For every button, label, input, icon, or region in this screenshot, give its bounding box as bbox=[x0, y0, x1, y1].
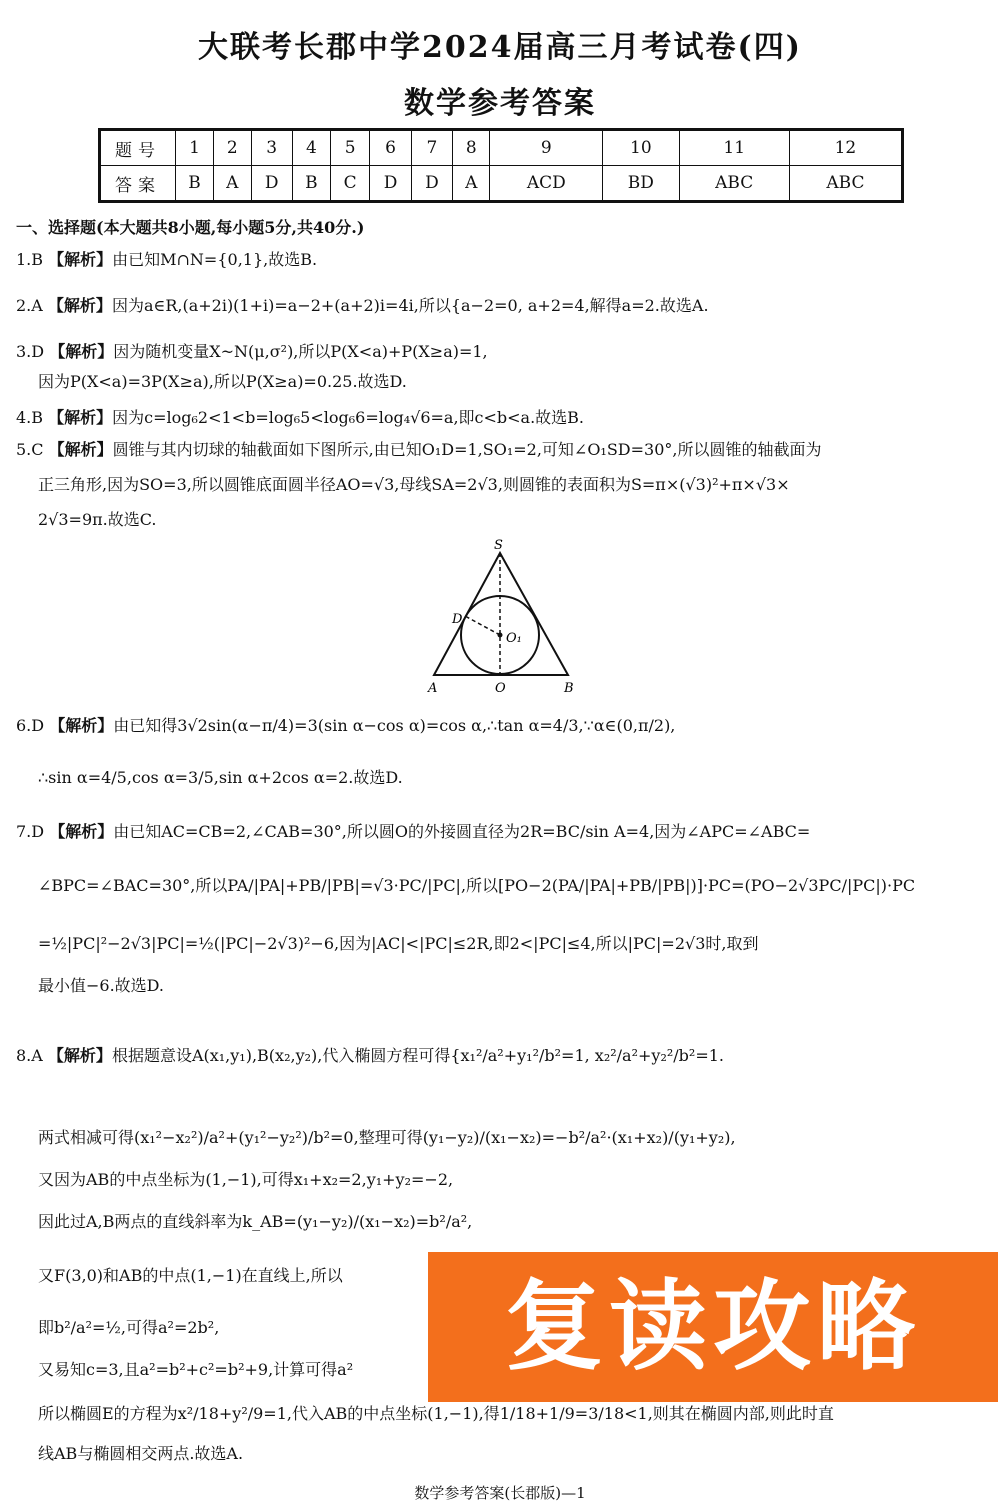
solution-line bbox=[16, 408, 584, 428]
table-cell: A bbox=[453, 166, 490, 202]
solution-line bbox=[38, 1404, 834, 1424]
table-cell: 7 bbox=[411, 130, 452, 166]
page-subtitle: 数学参考答案 bbox=[404, 86, 596, 121]
solution-line bbox=[16, 822, 810, 842]
question-number: 3.D bbox=[16, 342, 45, 361]
label-a: A bbox=[428, 681, 438, 696]
answer-table-answer-row bbox=[100, 166, 903, 202]
solution-line bbox=[16, 440, 822, 460]
question-number: 7.D bbox=[16, 822, 45, 841]
solution-line bbox=[38, 1444, 243, 1464]
table-cell: B bbox=[176, 166, 214, 202]
label-d: D bbox=[452, 612, 463, 627]
table-cell: 9 bbox=[490, 130, 603, 166]
solution-line bbox=[38, 768, 403, 788]
solution-text: 因为a∈R,(a+2i)(1+i)=a−2+(a+2)i=4i,所以{a−2=0, a+2=4,解得a=2.故选A. bbox=[111, 296, 709, 315]
solution-text: 线AB与椭圆相交两点.故选A. bbox=[38, 1444, 244, 1463]
label-o1: O₁ bbox=[506, 631, 522, 646]
solution-text: 因为c=log₆2<1<b=log₆5<log₆6=log₄√6=a,即c<b<a.故选B. bbox=[112, 408, 585, 427]
solution-line bbox=[38, 976, 164, 996]
center-o1 bbox=[498, 633, 503, 638]
analysis-tag: 【解析】 bbox=[47, 296, 112, 315]
table-cell: BD bbox=[603, 166, 680, 202]
answer-table-number-row bbox=[100, 130, 903, 166]
table-cell: D bbox=[251, 166, 292, 202]
table-cell: 1 bbox=[176, 130, 214, 166]
row-label-answer: 答案 bbox=[100, 166, 176, 202]
solution-text: 两式相减可得(x₁²−x₂²)/a²+(y₁²−y₂²)/b²=0,整理可得(y₁−y₂)/(x₁−x₂)=−b²/a²·(x₁+x₂)/(y₁+y₂), bbox=[38, 1128, 736, 1147]
solution-text: 正三角形,因为SO=3,所以圆锥底面圆半径AO=√3,母线SA=2√3,则圆锥的表面积为S=π×(√3)²+π×√3× bbox=[38, 475, 790, 494]
table-cell: ABC bbox=[789, 166, 902, 202]
solution-text: 由已知M∩N={0,1},故选B. bbox=[112, 250, 318, 269]
analysis-tag: 【解析】 bbox=[48, 408, 113, 427]
table-cell: ABC bbox=[679, 166, 789, 202]
solution-line bbox=[16, 296, 709, 316]
solution-text: 又F(3,0)和AB的中点(1,−1)在直线上,所以 bbox=[38, 1266, 343, 1285]
question-number: 4.B bbox=[16, 408, 44, 427]
solution-line bbox=[38, 475, 790, 495]
table-cell: 10 bbox=[603, 130, 680, 166]
label-o: O bbox=[495, 681, 506, 696]
analysis-tag: 【解析】 bbox=[49, 716, 114, 735]
question-number: 2.A bbox=[16, 296, 43, 315]
row-label-number: 题号 bbox=[100, 130, 176, 166]
table-cell: 4 bbox=[292, 130, 330, 166]
solution-line bbox=[38, 934, 758, 954]
analysis-tag: 【解析】 bbox=[49, 822, 114, 841]
solution-text: 最小值−6.故选D. bbox=[38, 976, 165, 995]
table-cell: ACD bbox=[490, 166, 603, 202]
cone-cross-section-diagram bbox=[422, 535, 582, 697]
solution-line bbox=[38, 510, 157, 530]
table-cell: 8 bbox=[453, 130, 490, 166]
label-b: B bbox=[564, 681, 574, 696]
table-cell: 6 bbox=[370, 130, 411, 166]
solution-line bbox=[16, 1046, 724, 1066]
solution-line bbox=[38, 876, 915, 896]
solution-text: 圆锥与其内切球的轴截面如下图所示,由已知O₁D=1,SO₁=2,可知∠O₁SD=30°,所以圆锥的轴截面为 bbox=[112, 440, 822, 459]
table-cell: C bbox=[330, 166, 370, 202]
table-cell: 2 bbox=[214, 130, 251, 166]
question-number: 8.A bbox=[16, 1046, 43, 1065]
solution-text: 因此过A,B两点的直线斜率为k_AB=(y₁−y₂)/(x₁−x₂)=b²/a², bbox=[38, 1212, 473, 1231]
solution-text: ∠BPC=∠BAC=30°,所以PA/|PA|+PB/|PB|=√3·PC/|PC|,所以[PO−2(PA/|PA|+PB/|PB|)]·PC=(PO−2√3PC/|PC|)·PC bbox=[38, 876, 916, 895]
watermark-banner: 复读攻略 bbox=[428, 1252, 998, 1402]
solution-text: ∴sin α=4/5,cos α=3/5,sin α+2cos α=2.故选D. bbox=[38, 768, 403, 787]
page-footer: 数学参考答案(长郡版)—1 bbox=[414, 1484, 586, 1502]
solution-line bbox=[16, 342, 488, 362]
solution-line bbox=[38, 1170, 453, 1190]
table-cell: A bbox=[214, 166, 251, 202]
solution-text: 因为P(X<a)=3P(X≥a),所以P(X≥a)=0.25.故选D. bbox=[38, 372, 407, 391]
solution-line bbox=[38, 1318, 219, 1338]
solution-line bbox=[38, 372, 407, 392]
solution-text: 由已知得3√2sin(α−π/4)=3(sin α−cos α)=cos α,∴tan α=4/3,∵α∈(0,π/2), bbox=[113, 716, 676, 735]
table-cell: 11 bbox=[679, 130, 789, 166]
solution-text: 2√3=9π.故选C. bbox=[38, 510, 157, 529]
analysis-tag: 【解析】 bbox=[48, 250, 113, 269]
solution-text: 由已知AC=CB=2,∠CAB=30°,所以圆O的外接圆直径为2R=BC/sin A=4,因为∠APC=∠ABC= bbox=[113, 822, 811, 841]
label-s: S bbox=[494, 538, 503, 553]
solution-text: 因为随机变量X~N(μ,σ²),所以P(X<a)+P(X≥a)=1, bbox=[113, 342, 488, 361]
table-cell: D bbox=[370, 166, 411, 202]
section-heading: 一、选择题(本大题共8小题,每小题5分,共40分.) bbox=[16, 218, 365, 237]
table-cell: 3 bbox=[251, 130, 292, 166]
solution-text: 根据题意设A(x₁,y₁),B(x₂,y₂),代入椭圆方程可得{x₁²/a²+y₁²/b²=1, x₂²/a²+y₂²/b²=1. bbox=[111, 1046, 724, 1065]
table-cell: 12 bbox=[789, 130, 902, 166]
table-cell: 5 bbox=[330, 130, 370, 166]
analysis-tag: 【解析】 bbox=[49, 342, 114, 361]
solution-line bbox=[38, 1128, 736, 1148]
solution-text: =½|PC|²−2√3|PC|=½(|PC|−2√3)²−6,因为|AC|<|PC|≤2R,即2<|PC|≤4,所以|PC|=2√3时,取到 bbox=[38, 934, 759, 953]
solution-text: 又易知c=3,且a²=b²+c²=b²+9,计算可得a² bbox=[38, 1360, 354, 1379]
solution-text: 又因为AB的中点坐标为(1,−1),可得x₁+x₂=2,y₁+y₂=−2, bbox=[38, 1170, 454, 1189]
radius-o1d bbox=[465, 616, 500, 635]
page-title: 大联考长郡中学2024届高三月考试卷(四) bbox=[198, 30, 802, 65]
solution-line bbox=[38, 1212, 472, 1232]
solution-line bbox=[16, 716, 675, 736]
solution-line bbox=[38, 1360, 353, 1380]
question-number: 1.B bbox=[16, 250, 44, 269]
solution-line bbox=[38, 1266, 343, 1286]
table-cell: D bbox=[411, 166, 452, 202]
solution-line bbox=[16, 250, 317, 270]
answer-table bbox=[98, 128, 904, 203]
question-number: 5.C bbox=[16, 440, 44, 459]
solution-text: 所以椭圆E的方程为x²/18+y²/9=1,代入AB的中点坐标(1,−1),得1/18+1/9=3/18<1,则其在椭圆内部,则此时直 bbox=[38, 1404, 834, 1423]
question-number: 6.D bbox=[16, 716, 45, 735]
solution-text: 即b²/a²=½,可得a²=2b², bbox=[38, 1318, 220, 1337]
table-cell: B bbox=[292, 166, 330, 202]
analysis-tag: 【解析】 bbox=[47, 1046, 112, 1065]
analysis-tag: 【解析】 bbox=[48, 440, 113, 459]
